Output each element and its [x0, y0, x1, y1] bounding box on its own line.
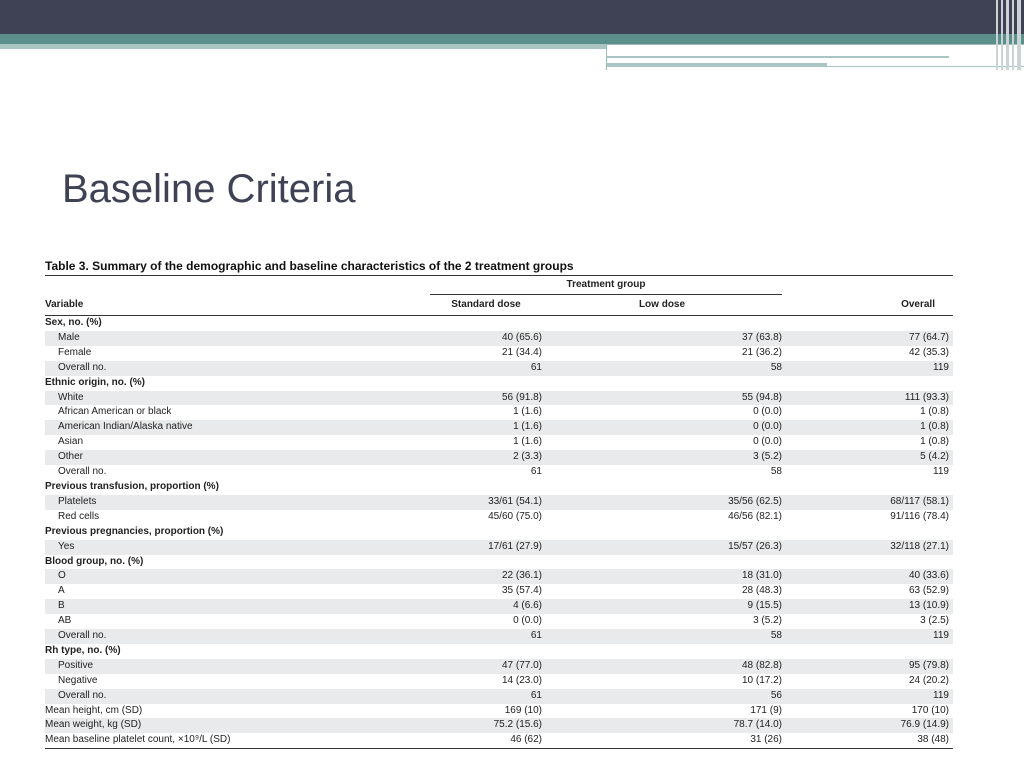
table-row [45, 391, 953, 406]
row-label: Mean baseline platelet count, ×10⁹/L (SD) [45, 733, 430, 748]
cell-overall: 3 (2.5) [920, 615, 949, 627]
cell-standard-dose: 61 [530, 466, 542, 478]
cell-low-dose: 35/56 (62.5) [542, 495, 782, 510]
row-label: Overall no. [58, 466, 107, 478]
cell-overall: 119 [782, 361, 953, 376]
row-label: Asian [58, 436, 84, 448]
column-header-variable: Variable [45, 295, 430, 316]
cell-overall: 1 (0.8) [920, 436, 949, 448]
section-label: Previous transfusion, proportion (%) [45, 480, 219, 492]
cell-low-dose: 55 (94.8) [542, 391, 782, 406]
column-header-overall: Overall [782, 295, 953, 316]
table-row [45, 674, 953, 689]
table-row [45, 733, 953, 748]
cell-overall: 1 (0.8) [782, 420, 953, 435]
cell-overall: 1 (0.8) [920, 406, 949, 418]
row-label: Male [45, 331, 430, 346]
cell-overall: 91/116 (78.4) [890, 510, 949, 522]
row-label: Positive [45, 659, 430, 674]
table-row [45, 599, 953, 614]
table-row [45, 718, 953, 733]
cell-low-dose: 10 (17.2) [741, 674, 782, 686]
cell-low-dose: 0 (0.0) [542, 420, 782, 435]
table-section-row [45, 644, 953, 659]
table-section-row [45, 376, 953, 391]
cell-standard-dose: 17/61 (27.9) [430, 540, 542, 555]
row-label: Negative [58, 674, 98, 686]
table-row [45, 614, 953, 629]
cell-low-dose: 15/57 (26.3) [542, 540, 782, 555]
header-stripes-decoration [994, 0, 1024, 70]
cell-standard-dose: 33/61 (54.1) [430, 495, 542, 510]
column-header-standard-dose: Standard dose [430, 295, 542, 316]
cell-overall: 42 (35.3) [908, 346, 949, 358]
row-label: Overall no. [45, 361, 430, 376]
table-section-row [45, 316, 953, 331]
row-label: Overall no. [45, 689, 430, 704]
table-row [45, 405, 953, 420]
row-label: American Indian/Alaska native [45, 420, 430, 435]
table-row [45, 540, 953, 555]
row-label: Mean weight, kg (SD) [45, 718, 430, 733]
cell-overall: 38 (48) [782, 733, 953, 748]
cell-overall: 119 [933, 466, 949, 478]
cell-overall: 95 (79.8) [782, 659, 953, 674]
table-row [45, 584, 953, 599]
cell-overall: 119 [782, 629, 953, 644]
cell-standard-dose: 4 (6.6) [430, 599, 542, 614]
row-label: AB [58, 615, 72, 627]
cell-low-dose: 48 (82.8) [542, 659, 782, 674]
row-label: Red cells [58, 510, 100, 522]
cell-low-dose: 0 (0.0) [753, 406, 782, 418]
cell-overall: 32/118 (27.1) [782, 540, 953, 555]
cell-standard-dose: 56 (91.8) [430, 391, 542, 406]
cell-low-dose: 21 (36.2) [741, 346, 782, 358]
cell-standard-dose: 1 (1.6) [513, 436, 542, 448]
cell-low-dose: 3 (5.2) [542, 450, 782, 465]
cell-standard-dose: 22 (36.1) [430, 569, 542, 584]
table-row [45, 704, 953, 719]
header-accent-box [606, 44, 1024, 70]
cell-low-dose: 58 [542, 361, 782, 376]
header-dark-band [0, 0, 1024, 34]
cell-overall: 76.9 (14.9) [782, 718, 953, 733]
baseline-table-container [45, 258, 953, 749]
section-label: Rh type, no. (%) [45, 644, 121, 656]
cell-overall: 170 (10) [911, 704, 949, 716]
column-header-low-dose: Low dose [542, 295, 782, 316]
cell-low-dose: 78.7 (14.0) [542, 718, 782, 733]
table-row [45, 495, 953, 510]
header-light-band [0, 44, 606, 49]
cell-overall: 63 (52.9) [908, 585, 949, 597]
section-label: Blood group, no. (%) [45, 555, 144, 567]
row-label: B [45, 599, 430, 614]
row-label: White [45, 391, 430, 406]
cell-low-dose: 56 [542, 689, 782, 704]
header-teal-band [0, 34, 1024, 44]
cell-overall: 111 (93.3) [782, 391, 953, 406]
cell-low-dose: 9 (15.5) [542, 599, 782, 614]
table-row [45, 629, 953, 644]
cell-low-dose: 37 (63.8) [542, 331, 782, 346]
section-label: Sex, no. (%) [45, 317, 102, 328]
table-row [45, 659, 953, 674]
section-label: Ethnic origin, no. (%) [45, 376, 145, 388]
cell-low-dose: 58 [542, 629, 782, 644]
cell-standard-dose: 2 (3.3) [430, 450, 542, 465]
table-row [45, 435, 953, 450]
section-label: Previous pregnancies, proportion (%) [45, 525, 224, 537]
table-caption: Table 3. Summary of the demographic and baseline characteristics of the 2 treatment groups [45, 259, 574, 273]
table-row [45, 331, 953, 346]
table-row [45, 346, 953, 361]
table-row [45, 465, 953, 480]
cell-low-dose: 46/56 (82.1) [728, 510, 782, 522]
row-label: Other [45, 450, 430, 465]
cell-low-dose: 31 (26) [542, 733, 782, 748]
cell-low-dose: 171 (9) [750, 704, 782, 716]
table-row [45, 569, 953, 584]
cell-standard-dose: 169 (10) [504, 704, 542, 716]
cell-low-dose: 18 (31.0) [542, 569, 782, 584]
table-header-row [45, 295, 953, 316]
cell-overall: 77 (64.7) [782, 331, 953, 346]
cell-standard-dose: 14 (23.0) [501, 674, 542, 686]
cell-standard-dose: 61 [430, 361, 542, 376]
cell-standard-dose: 46 (62) [430, 733, 542, 748]
table-header-group-row [45, 276, 953, 295]
cell-standard-dose: 35 (57.4) [501, 585, 542, 597]
cell-standard-dose: 1 (1.6) [430, 420, 542, 435]
table-row [45, 450, 953, 465]
row-label: African American or black [58, 406, 172, 418]
cell-standard-dose: 1 (1.6) [513, 406, 542, 418]
cell-standard-dose: 61 [430, 689, 542, 704]
cell-standard-dose: 40 (65.6) [430, 331, 542, 346]
table-section-row [45, 525, 953, 540]
cell-standard-dose: 75.2 (15.6) [430, 718, 542, 733]
cell-low-dose: 0 (0.0) [753, 436, 782, 448]
row-label: Female [58, 346, 92, 358]
cell-standard-dose: 21 (34.4) [501, 346, 542, 358]
slide-title: Baseline Criteria [62, 167, 356, 211]
cell-standard-dose: 61 [430, 629, 542, 644]
table-row [45, 510, 953, 525]
cell-overall: 119 [782, 689, 953, 704]
cell-standard-dose: 0 (0.0) [513, 615, 542, 627]
table-section-row [45, 480, 953, 495]
treatment-group-header: Treatment group [430, 276, 782, 295]
table-row [45, 361, 953, 376]
row-label: O [45, 569, 430, 584]
row-label: Platelets [45, 495, 430, 510]
cell-overall: 13 (10.9) [782, 599, 953, 614]
baseline-table [45, 275, 953, 749]
cell-standard-dose: 47 (77.0) [430, 659, 542, 674]
row-label: Mean height, cm (SD) [45, 704, 143, 716]
cell-overall: 40 (33.6) [782, 569, 953, 584]
row-label: A [58, 585, 65, 597]
row-label: Overall no. [45, 629, 430, 644]
cell-low-dose: 28 (48.3) [741, 585, 782, 597]
cell-overall: 68/117 (58.1) [782, 495, 953, 510]
table-section-row [45, 555, 953, 570]
cell-low-dose: 3 (5.2) [753, 615, 782, 627]
table-row [45, 689, 953, 704]
table-row [45, 420, 953, 435]
row-label: Yes [45, 540, 430, 555]
cell-standard-dose: 45/60 (75.0) [488, 510, 542, 522]
cell-overall: 24 (20.2) [908, 674, 949, 686]
cell-low-dose: 58 [770, 466, 782, 478]
cell-overall: 5 (4.2) [782, 450, 953, 465]
